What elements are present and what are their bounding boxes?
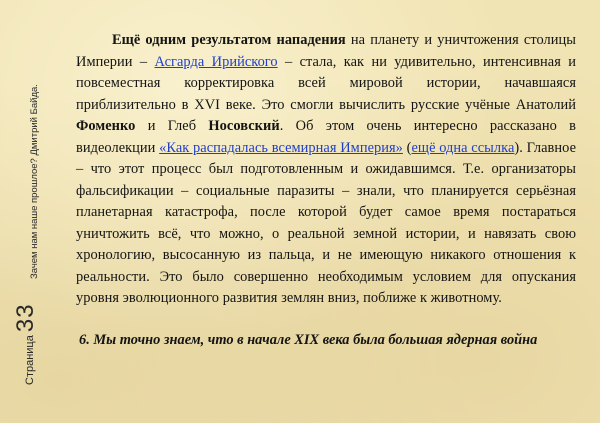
book-title-caption: Зачем нам наше прошлое? Дмитрий Байда. (29, 84, 40, 279)
page-number-label: Страница (24, 335, 36, 385)
lead-bold-phrase: Ещё одним результатом нападения (112, 32, 346, 48)
another-link[interactable]: ещё одна ссылка (411, 139, 515, 156)
text-segment: и Глеб (135, 118, 209, 134)
section-heading: 6. Мы точно знаем, что в начале XIX века была большая ядерная война (79, 331, 538, 348)
text-segment: ( (402, 139, 412, 156)
body-paragraph (76, 30, 576, 310)
asgard-link[interactable]: Асгарда Ирийского (154, 53, 278, 70)
name-nosovsky: Носовский (208, 118, 280, 134)
text-segment: ). Главное – что этот процесс был подготовленным и ожидавшимся. Т.е. организаторы фальсификации – социальные паразиты – знали, что планируется серьёзная планетарная катастрофа, после которой будет самое время постараться уничтожить всё, что можно, о реальной земной истории, и навязать свою хронологию, высосанную из пальца, и не имеющую никакого отношения к реальности. Это было совершенно необходимым условием для опускания уровня эволюционного развития землян вниз, поближе к животному. (76, 139, 577, 306)
text-segment: на планету и уничтожения столицы Империи – (76, 32, 576, 70)
name-fomenko: Фоменко (76, 118, 136, 134)
main-text-block (76, 30, 576, 351)
page-margin (0, 0, 58, 423)
text-segment: – стала, как ни удивительно, интенсивная и повсеместная корректировка всей мировой истории, начавшаяся приблизительно в XVI веке. Это смогли вычислить русские учёные Анатолий (76, 53, 576, 113)
text-segment: . Об этом очень интересно рассказано в видеолекции (76, 118, 576, 156)
lecture-link[interactable]: «Как распадалась всемирная Империя» (159, 139, 403, 156)
page-number-value: 33 (12, 303, 39, 333)
page-number (12, 303, 40, 385)
